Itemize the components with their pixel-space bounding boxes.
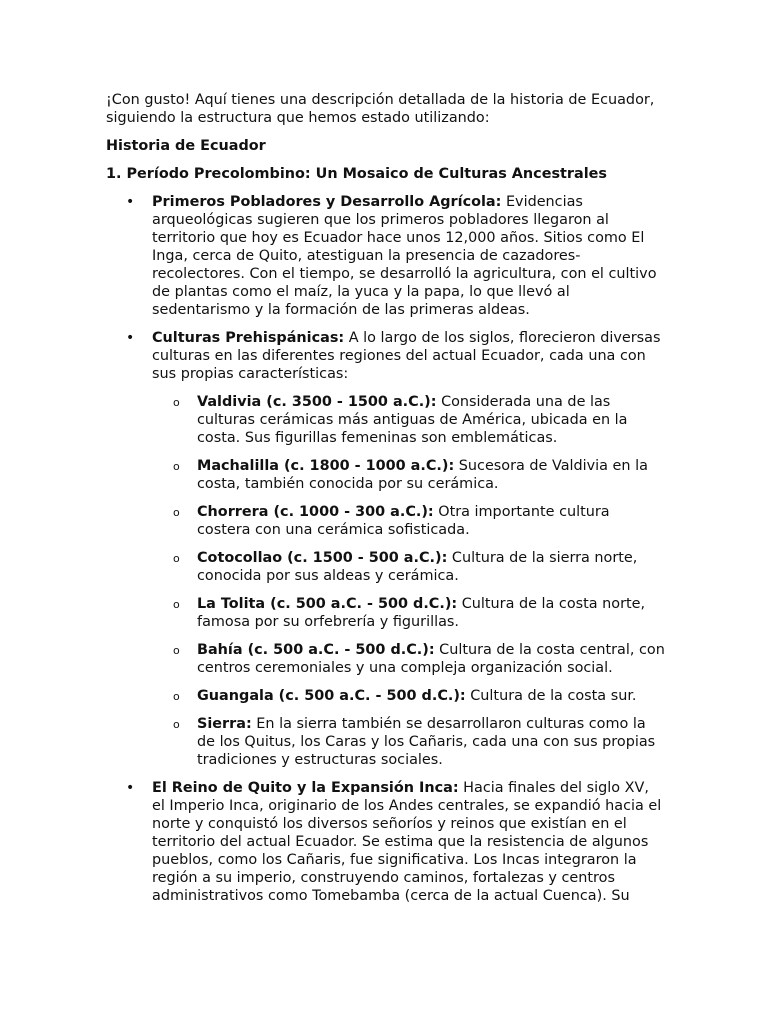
subitem-term: Bahía (c. 500 a.C. - 500 d.C.):: [197, 642, 435, 658]
list-item-primeros-pobladores: [106, 193, 666, 319]
subitem-term: Guangala (c. 500 a.C. - 500 d.C.):: [197, 688, 466, 704]
circle-bullet-icon: o: [173, 690, 180, 703]
subitem-text: Cultura de la sierra norte, conocida por sus aldeas y cerámica.: [197, 550, 638, 584]
subitem-text: Considerada una de las culturas cerámicas más antiguas de América, ubicada en la costa. Sus figurillas femeninas son emblemáticas.: [197, 394, 628, 446]
list-item-reino-de-quito: [106, 779, 666, 905]
bullet-icon: •: [126, 330, 135, 346]
circle-bullet-icon: o: [173, 644, 180, 657]
subitem-term: Sierra:: [197, 716, 252, 732]
subitem-text: Sucesora de Valdivia en la costa, también conocida por su cerámica.: [197, 458, 648, 492]
bullet-icon: •: [126, 780, 135, 796]
item-text: A lo largo de los siglos, florecieron diversas culturas en las diferentes regiones del actual Ecuador, cada una con sus propias características:: [152, 330, 661, 382]
list-item-culturas-prehispanicas: [106, 329, 666, 769]
sublist-item-machalilla: [152, 457, 666, 493]
sublist-item-bahia: [152, 641, 666, 677]
intro-paragraph: ¡Con gusto! Aquí tienes una descripción detallada de la historia de Ecuador, siguiendo la estructura que hemos estado utilizando:: [106, 92, 655, 126]
sublist-item-la-tolita: [152, 595, 666, 631]
subitem-text: Cultura de la costa sur.: [465, 688, 637, 704]
subitem-text: Otra importante cultura costera con una cerámica sofisticada.: [197, 504, 610, 538]
document-title: Historia de Ecuador: [106, 138, 266, 154]
subitem-term: Valdivia (c. 3500 - 1500 a.C.):: [197, 394, 437, 410]
subitem-text: En la sierra también se desarrollaron culturas como la de los Quitus, los Caras y los Cañaris, cada una con sus propias tradiciones y estructuras sociales.: [197, 716, 656, 768]
item-term: El Reino de Quito y la Expansión Inca:: [152, 780, 459, 796]
sublist-item-guangala: [152, 687, 666, 705]
sublist-item-sierra: [152, 715, 666, 769]
subitem-text: Cultura de la costa central, con centros ceremoniales y una compleja organización social.: [197, 642, 665, 676]
subitem-text: Cultura de la costa norte, famosa por su orfebrería y figurillas.: [197, 596, 646, 630]
subitem-term: Chorrera (c. 1000 - 300 a.C.):: [197, 504, 434, 520]
subitem-term: Cotocollao (c. 1500 - 500 a.C.):: [197, 550, 448, 566]
circle-bullet-icon: o: [173, 396, 180, 409]
circle-bullet-icon: o: [173, 552, 180, 565]
circle-bullet-icon: o: [173, 598, 180, 611]
sublist-item-valdivia: [152, 393, 666, 447]
subitem-term: Machalilla (c. 1800 - 1000 a.C.):: [197, 458, 455, 474]
item-text: Hacia finales del siglo XV, el Imperio Inca, originario de los Andes centrales, se expandió hacia el norte y conquistó los diversos señoríos y reinos que existían en el territorio del actual Ecuador. Se estima que la resistencia de algunos pueblos, como los Cañaris, fue significativa. Los Incas integraron la región a su imperio, construyendo caminos, fortalezas y centros administrativos como Tomebamba (cerca de la actual Cuenca). Su: [152, 780, 662, 904]
section-heading: 1. Período Precolombino: Un Mosaico de Culturas Ancestrales: [106, 166, 607, 182]
sublist-item-cotocollao: [152, 549, 666, 585]
item-text: Evidencias arqueológicas sugieren que los primeros pobladores llegaron al territorio que hoy es Ecuador hace unos 12,000 años. Sitios como El Inga, cerca de Quito, atestiguan la presencia de cazadores-recolectores. Con el tiempo, se desarrolló la agricultura, con el cultivo de plantas como el maíz, la yuca y la papa, lo que llevó al sedentarismo y la formación de las primeras aldeas.: [152, 194, 657, 318]
item-term: Culturas Prehispánicas:: [152, 330, 345, 346]
circle-bullet-icon: o: [173, 718, 180, 731]
circle-bullet-icon: o: [173, 506, 180, 519]
item-term: Primeros Pobladores y Desarrollo Agrícola:: [152, 194, 502, 210]
document-page: [106, 91, 666, 915]
cultures-sublist: [152, 393, 666, 769]
sublist-item-chorrera: [152, 503, 666, 539]
bullet-icon: •: [126, 194, 135, 210]
main-list: [106, 193, 666, 905]
circle-bullet-icon: o: [173, 460, 180, 473]
subitem-term: La Tolita (c. 500 a.C. - 500 d.C.):: [197, 596, 458, 612]
